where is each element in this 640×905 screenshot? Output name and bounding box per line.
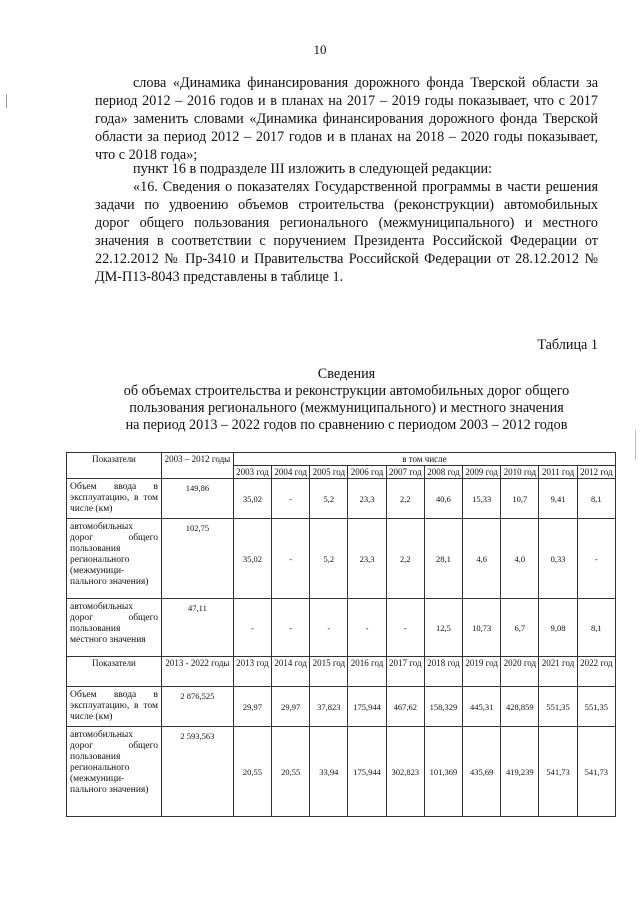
row-value: 28,1 <box>424 519 462 599</box>
row-value: 8,1 <box>577 479 615 519</box>
row-value: 9,08 <box>539 599 577 657</box>
header-year: 2004 год <box>272 466 310 479</box>
row-total: 47,11 <box>162 599 234 657</box>
paragraph: «16. Сведения о показателях Государственной программы в части решения задачи по удвоению объемов строительства (реконструкции) автомобильных дорог общего пользования регионального (межмуниципального) и местного значения в соответствии с поручением Президента Российской Федерации от 22.12.2012 № Пр-3410 и Правительства Российской Федерации от 28.12.2012 № ДМ-П13-8043 представлены в таблице 1. <box>95 179 598 285</box>
table-row <box>67 519 616 599</box>
row-total: 102,75 <box>162 519 234 599</box>
row-value: 29,97 <box>233 687 271 727</box>
row-total: 149,86 <box>162 479 234 519</box>
row-value: 20,55 <box>272 727 310 817</box>
row-total: 2 876,525 <box>162 687 234 727</box>
row-value: 175,944 <box>348 727 386 817</box>
row-value: 23,3 <box>348 519 386 599</box>
row-value: 435,69 <box>463 727 501 817</box>
row-value: 4,6 <box>463 519 501 599</box>
table-label: Таблица 1 <box>537 337 598 353</box>
header-year: 2013 год <box>233 657 271 687</box>
table-row <box>67 687 616 727</box>
header-year: 2017 год <box>386 657 424 687</box>
table-row <box>67 479 616 519</box>
header-year: 2021 год <box>539 657 577 687</box>
header-including: в том числе <box>233 453 615 466</box>
header-year: 2008 год <box>424 466 462 479</box>
header-year: 2006 год <box>348 466 386 479</box>
header-year: 2003 год <box>233 466 271 479</box>
header-year: 2007 год <box>386 466 424 479</box>
row-value: 101,369 <box>424 727 462 817</box>
header-indicator: Показатели <box>67 657 162 687</box>
row-value: - <box>272 599 310 657</box>
row-value: 445,31 <box>463 687 501 727</box>
row-value: 37,823 <box>310 687 348 727</box>
row-value: - <box>310 599 348 657</box>
margin-mark <box>635 430 636 460</box>
row-value: 35,02 <box>233 519 271 599</box>
header-period: 2013 - 2022 годы <box>162 657 234 687</box>
paragraph: слова «Динамика финансирования дорожного фонда Тверской области за период 2012 – 2016 годов и в планах на 2017 – 2019 годы показывает, что с 2017 года» заменить словами «Динамика финансирования дорожного фонда Тверской области за период 2012 – 2017 годов и в планах на 2018 – 2020 годы показывает, что с 2018 года»; <box>95 75 598 163</box>
row-value: 2,2 <box>386 479 424 519</box>
row-value: 541,73 <box>577 727 615 817</box>
row-value: 9,41 <box>539 479 577 519</box>
row-value: 302,823 <box>386 727 424 817</box>
row-value: 541,73 <box>539 727 577 817</box>
row-value: 12,5 <box>424 599 462 657</box>
header-year: 2018 год <box>424 657 462 687</box>
row-value: 5,2 <box>310 519 348 599</box>
table-header-row <box>67 453 616 466</box>
row-label: автомобильных дорог общего пользования местного значения <box>67 599 162 657</box>
row-value: 6,7 <box>501 599 539 657</box>
row-value: 23,3 <box>348 479 386 519</box>
row-value: 419,239 <box>501 727 539 817</box>
row-value: 2,2 <box>386 519 424 599</box>
table-title-line: пользования регионального (межмуниципального) и местного значения <box>129 400 564 416</box>
header-year: 2009 год <box>463 466 501 479</box>
header-year: 2019 год <box>463 657 501 687</box>
table-title <box>95 366 598 434</box>
table-row <box>67 727 616 817</box>
row-value: 5,2 <box>310 479 348 519</box>
table-title-line: Сведения <box>317 366 376 382</box>
header-year: 2012 год <box>577 466 615 479</box>
header-year: 2014 год <box>272 657 310 687</box>
row-value: - <box>348 599 386 657</box>
row-label: автомобильных дорог общего пользования регионального (межмуници-пального значения) <box>67 727 162 817</box>
header-year: 2015 год <box>310 657 348 687</box>
row-value: - <box>272 519 310 599</box>
row-value: - <box>272 479 310 519</box>
row-value: 10,73 <box>463 599 501 657</box>
header-indicator: Показатели <box>67 453 162 479</box>
row-value: 551,35 <box>539 687 577 727</box>
row-value: 33,94 <box>310 727 348 817</box>
table-row <box>67 599 616 657</box>
row-value: 551,35 <box>577 687 615 727</box>
row-value: 428,859 <box>501 687 539 727</box>
table-title-line: на период 2013 – 2022 годов по сравнению с периодом 2003 – 2012 годов <box>125 417 568 433</box>
row-value: - <box>577 519 615 599</box>
row-value: 20,55 <box>233 727 271 817</box>
row-value: 15,33 <box>463 479 501 519</box>
margin-mark <box>6 94 7 108</box>
row-value: - <box>233 599 271 657</box>
table-title-line: об объемах строительства и реконструкции автомобильных дорог общего <box>123 383 570 399</box>
row-value: 35,02 <box>233 479 271 519</box>
header-period: 2003 – 2012 годы <box>162 453 234 479</box>
header-year: 2010 год <box>501 466 539 479</box>
row-value: 0,33 <box>539 519 577 599</box>
row-value: 4,0 <box>501 519 539 599</box>
header-year: 2005 год <box>310 466 348 479</box>
row-value: - <box>386 599 424 657</box>
header-year: 2022 год <box>577 657 615 687</box>
row-value: 29,97 <box>272 687 310 727</box>
header-year: 2020 год <box>501 657 539 687</box>
row-value: 8,1 <box>577 599 615 657</box>
row-value: 40,6 <box>424 479 462 519</box>
paragraph: пункт 16 в подразделе III изложить в следующей редакции: <box>133 161 493 177</box>
data-table <box>66 452 616 817</box>
row-value: 175,944 <box>348 687 386 727</box>
header-year: 2011 год <box>539 466 577 479</box>
header-year: 2016 год <box>348 657 386 687</box>
row-value: 10,7 <box>501 479 539 519</box>
row-label: Объем ввода в эксплуатацию, в том числе (км) <box>67 687 162 727</box>
row-label: Объем ввода в эксплуатацию, в том числе (км) <box>67 479 162 519</box>
page-number: 10 <box>313 42 327 57</box>
table-header-row <box>67 657 616 687</box>
row-label: автомобильных дорог общего пользования регионального (межмуници-пального значения) <box>67 519 162 599</box>
row-total: 2 593,563 <box>162 727 234 817</box>
row-value: 158,329 <box>424 687 462 727</box>
row-value: 467,62 <box>386 687 424 727</box>
